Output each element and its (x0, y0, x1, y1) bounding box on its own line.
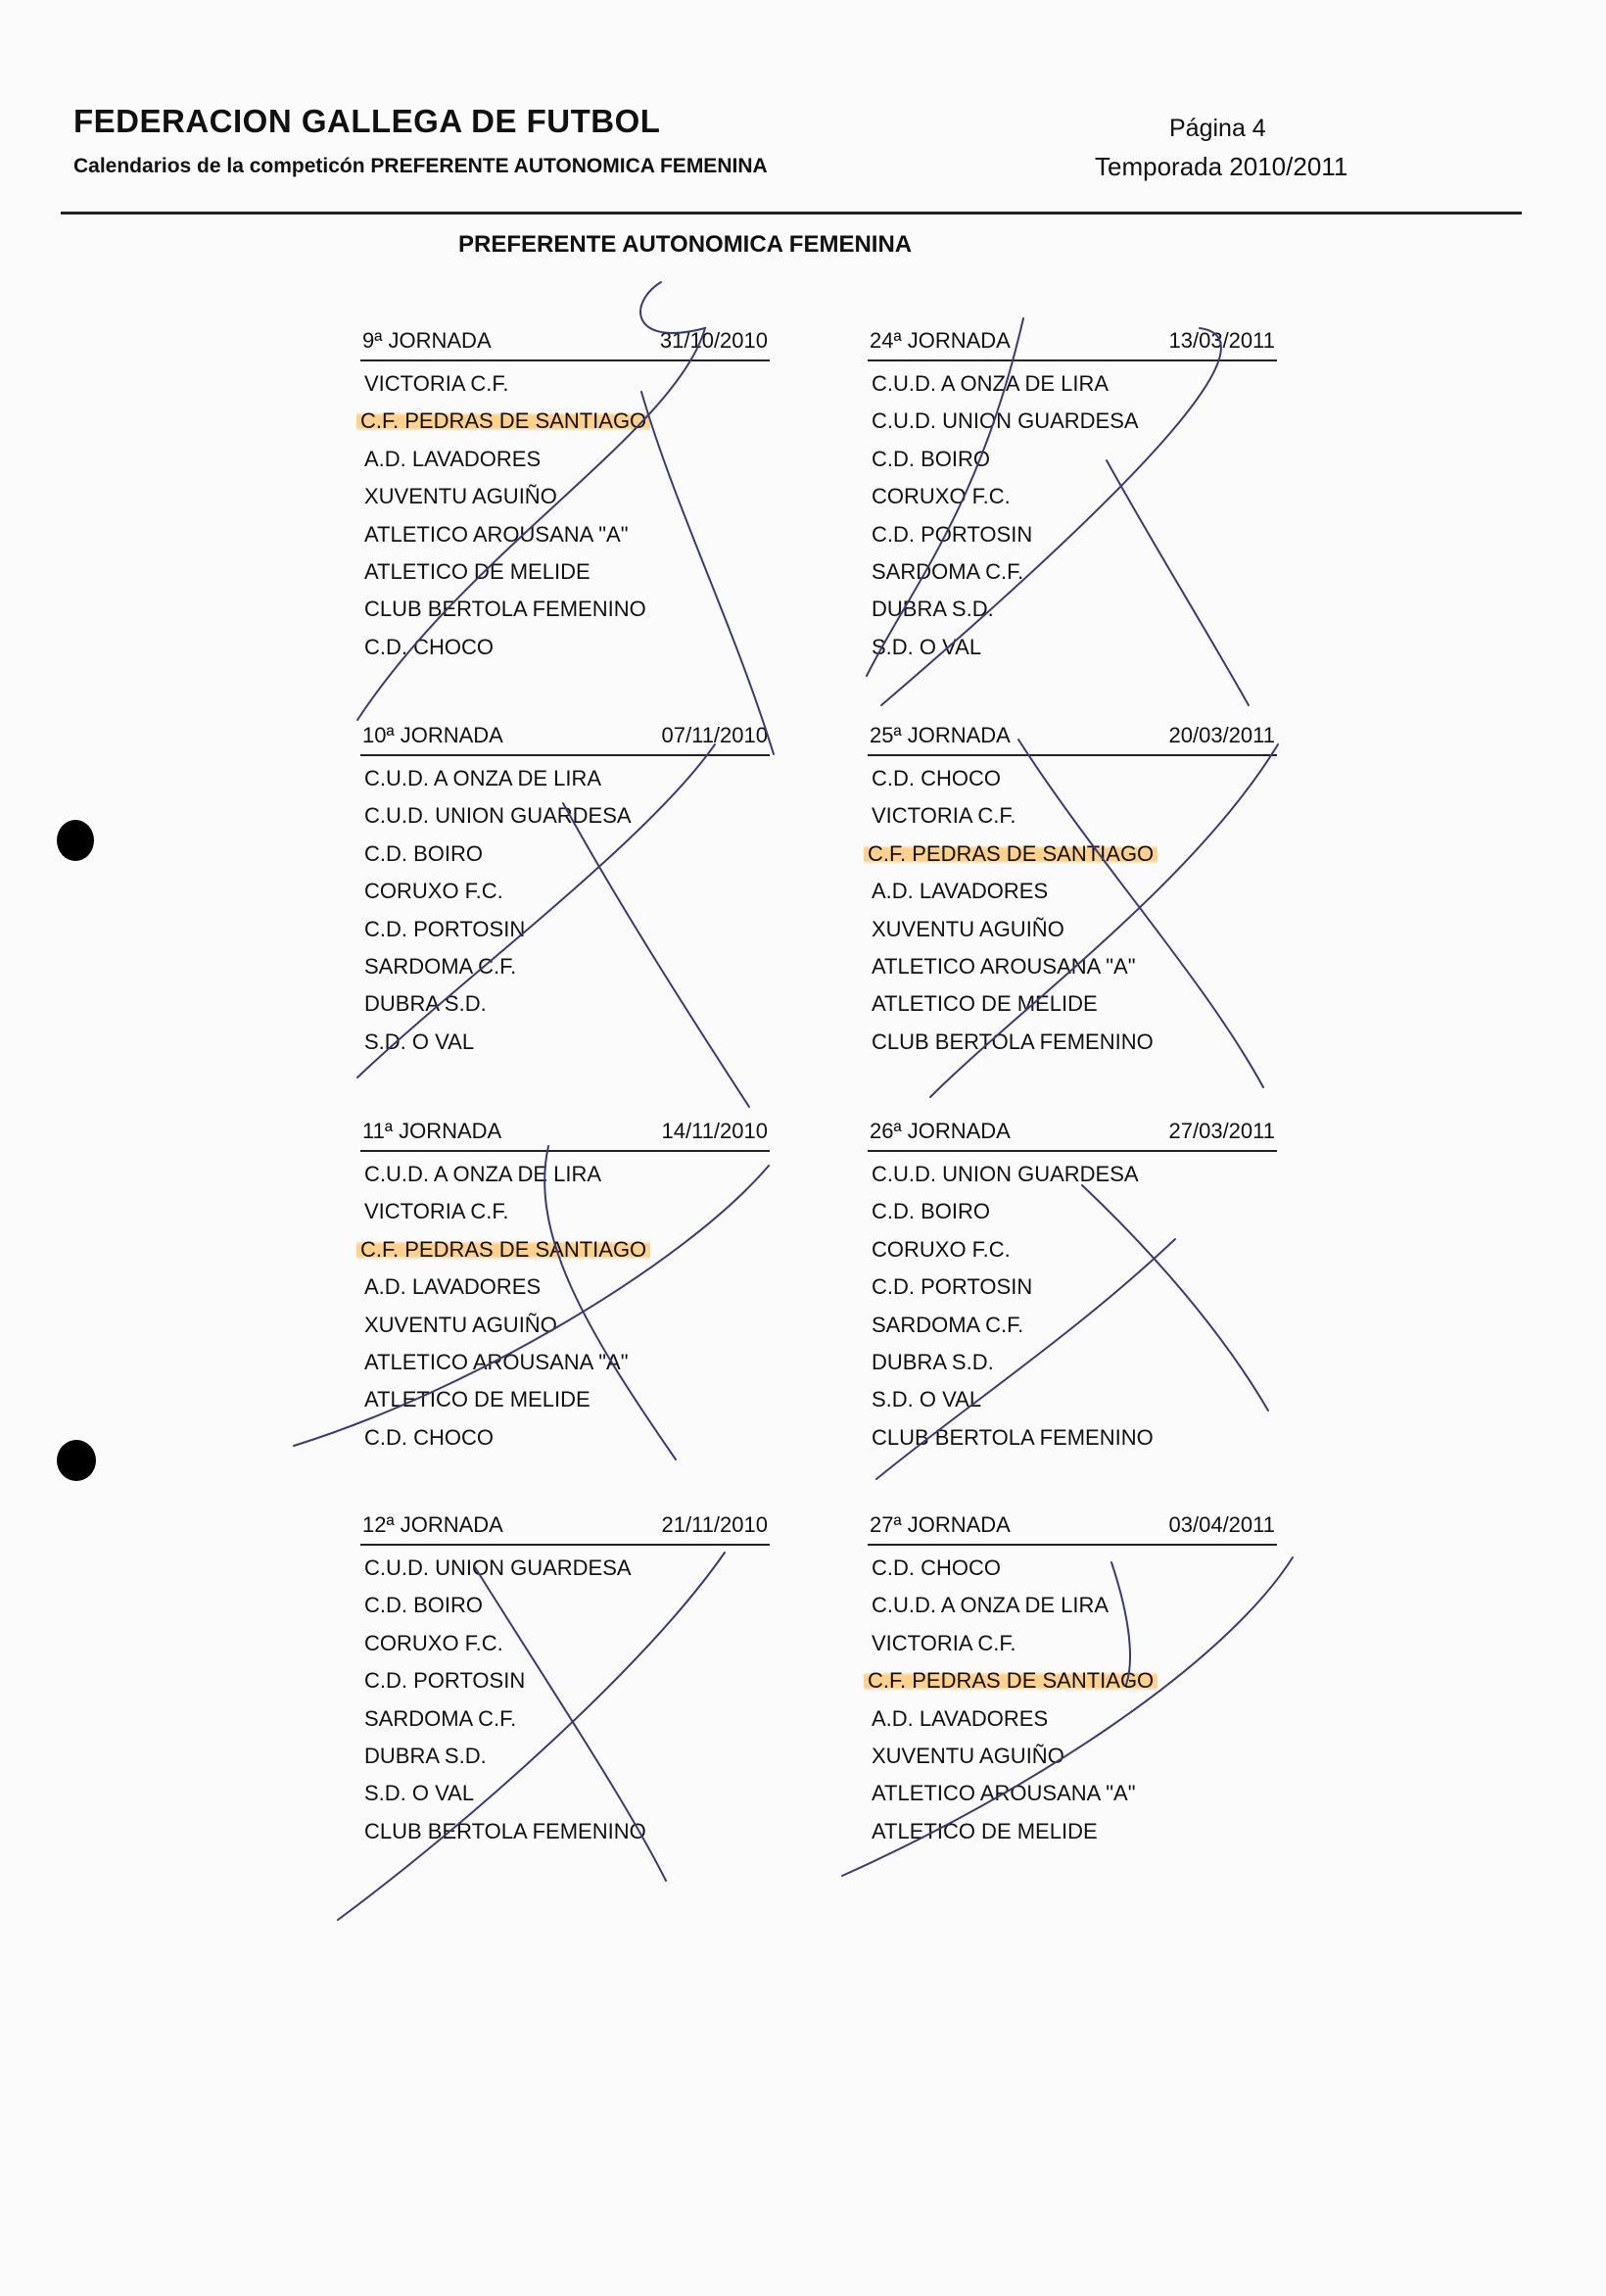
team-name (360, 1156, 770, 1193)
team-label: XUVENTU AGUIÑO (364, 1312, 557, 1337)
team-label: C.U.D. UNION GUARDESA (364, 803, 632, 829)
team-label: DUBRA S.D. (872, 1349, 994, 1374)
jornada-name: 9ª JORNADA (362, 328, 492, 353)
team-name (360, 1381, 770, 1418)
team-name (868, 1231, 1277, 1268)
team-name (868, 1307, 1277, 1344)
team-name (868, 516, 1277, 553)
team-label: S.D. O VAL (872, 1387, 982, 1412)
team-label: C.U.D. A ONZA DE LIRA (872, 1593, 1110, 1618)
team-label: DUBRA S.D. (872, 597, 994, 622)
team-name (360, 629, 770, 666)
team-name (868, 1419, 1277, 1457)
team-label: C.D. PORTOSIN (364, 1668, 526, 1694)
team-name (360, 948, 770, 985)
team-label: SARDOMA C.F. (872, 558, 1024, 584)
team-name (868, 1156, 1277, 1193)
team-name (868, 1193, 1277, 1230)
team-label: S.D. O VAL (364, 1028, 475, 1054)
team-label: C.D. CHOCO (872, 766, 1001, 790)
team-list (360, 1546, 770, 1850)
team-name (868, 441, 1277, 478)
highlighted-team-label: C.F. PEDRAS DE SANTIAGO (356, 408, 650, 433)
team-name (868, 873, 1277, 910)
team-name (360, 985, 770, 1023)
jornada-name: 26ª JORNADA (870, 1119, 1011, 1143)
team-name (868, 1587, 1277, 1624)
jornada-block (360, 723, 770, 1061)
team-name (868, 591, 1277, 628)
team-label: C.U.D. UNION GUARDESA (872, 1162, 1139, 1186)
team-label: C.U.D. UNION GUARDESA (364, 1555, 632, 1580)
team-name (868, 1813, 1277, 1850)
jornada-header (868, 328, 1277, 358)
team-name (360, 1550, 770, 1587)
team-label: VICTORIA C.F. (872, 1630, 1016, 1655)
team-name (868, 1775, 1277, 1812)
team-label: C.D. CHOCO (364, 1424, 494, 1450)
team-label: A.D. LAVADORES (872, 1705, 1049, 1731)
team-name (360, 873, 770, 910)
team-label: C.U.D. A ONZA DE LIRA (364, 766, 602, 790)
team-list (868, 1152, 1277, 1457)
team-label: C.U.D. UNION GUARDESA (872, 408, 1139, 434)
team-label: XUVENTU AGUIÑO (872, 1743, 1064, 1768)
team-name (360, 836, 770, 873)
jornada-block (360, 1119, 770, 1457)
jornada-date: 03/04/2011 (1168, 1512, 1275, 1537)
team-label: CLUB BERTOLA FEMENINO (364, 597, 646, 622)
jornada-name: 12ª JORNADA (362, 1512, 503, 1537)
team-name (360, 478, 770, 515)
team-name (360, 441, 770, 478)
team-label: C.D. BOIRO (872, 446, 991, 471)
jornada-block (868, 328, 1277, 666)
team-label: CLUB BERTOLA FEMENINO (872, 1424, 1154, 1450)
team-label: ATLETICO AROUSANA "A" (872, 1781, 1136, 1806)
team-name (360, 516, 770, 553)
team-name (360, 1775, 770, 1812)
team-name (360, 1268, 770, 1306)
team-label: S.D. O VAL (364, 1781, 475, 1806)
team-name (868, 1268, 1277, 1306)
team-label: CLUB BERTOLA FEMENINO (364, 1818, 646, 1843)
team-name (360, 760, 770, 797)
team-name (360, 1419, 770, 1457)
team-label: DUBRA S.D. (364, 1743, 487, 1768)
jornada-header (868, 1512, 1277, 1542)
team-name (360, 1700, 770, 1738)
team-list (868, 361, 1277, 666)
team-name (868, 1344, 1277, 1381)
team-name (868, 760, 1277, 797)
jornada-header (868, 723, 1277, 752)
team-name (868, 1738, 1277, 1775)
team-name (868, 365, 1277, 403)
punch-hole (57, 820, 94, 861)
team-name (868, 836, 1277, 873)
page-number: Página 4 (1169, 115, 1266, 142)
jornada-block (868, 1512, 1277, 1850)
team-label: C.D. CHOCO (872, 1555, 1001, 1580)
team-label: ATLETICO DE MELIDE (872, 1818, 1098, 1843)
team-label: ATLETICO DE MELIDE (364, 1387, 590, 1412)
team-label: S.D. O VAL (872, 634, 982, 659)
jornada-header (360, 1119, 770, 1148)
team-label: C.D. BOIRO (364, 840, 484, 866)
team-label: ATLETICO DE MELIDE (872, 991, 1098, 1017)
jornada-date: 20/03/2011 (1168, 723, 1275, 747)
highlighted-team-label: C.F. PEDRAS DE SANTIAGO (864, 1668, 1157, 1693)
team-list (360, 756, 770, 1061)
team-name (360, 911, 770, 948)
team-name (868, 1625, 1277, 1662)
team-label: ATLETICO AROUSANA "A" (364, 521, 629, 547)
team-name (360, 365, 770, 403)
team-label: C.D. BOIRO (872, 1199, 991, 1224)
team-name (868, 1662, 1277, 1699)
team-label: C.D. PORTOSIN (872, 1274, 1033, 1300)
team-label: CORUXO F.C. (364, 879, 503, 904)
team-label: VICTORIA C.F. (364, 371, 509, 396)
team-label: ATLETICO AROUSANA "A" (872, 953, 1136, 979)
jornada-block (360, 328, 770, 666)
team-name (868, 403, 1277, 440)
team-list (868, 756, 1277, 1061)
jornada-date: 07/11/2010 (661, 723, 768, 747)
team-label: XUVENTU AGUIÑO (364, 484, 557, 509)
team-label: SARDOMA C.F. (364, 1705, 517, 1731)
team-label: CORUXO F.C. (872, 1236, 1011, 1262)
team-name (360, 1193, 770, 1230)
team-name (360, 1587, 770, 1624)
team-label: CORUXO F.C. (872, 484, 1011, 509)
jornada-date: 21/11/2010 (661, 1512, 768, 1537)
team-name (868, 1700, 1277, 1738)
jornada-name: 25ª JORNADA (870, 723, 1011, 747)
jornada-header (360, 328, 770, 358)
team-label: CLUB BERTOLA FEMENINO (872, 1028, 1154, 1054)
team-name (868, 1550, 1277, 1587)
team-name (360, 403, 770, 440)
jornada-date: 14/11/2010 (661, 1119, 768, 1143)
team-label: DUBRA S.D. (364, 991, 487, 1017)
team-name (360, 591, 770, 628)
team-name (360, 1344, 770, 1381)
team-label: CORUXO F.C. (364, 1630, 503, 1655)
header-divider (61, 212, 1522, 215)
jornada-block (868, 1119, 1277, 1457)
jornada-date: 13/03/2011 (1168, 328, 1275, 353)
jornada-date: 31/10/2010 (659, 328, 768, 353)
team-name (868, 911, 1277, 948)
team-label: C.D. PORTOSIN (872, 521, 1033, 547)
team-list (360, 1152, 770, 1457)
season-label: Temporada 2010/2011 (1095, 152, 1348, 181)
document-subtitle: Calendarios de la competicón PREFERENTE AUTONOMICA FEMENINA (73, 155, 768, 177)
jornada-date: 27/03/2011 (1168, 1119, 1275, 1143)
team-name (868, 1024, 1277, 1061)
team-name (868, 478, 1277, 515)
team-label: XUVENTU AGUIÑO (872, 916, 1064, 941)
team-label: C.D. PORTOSIN (364, 916, 526, 941)
jornada-name: 10ª JORNADA (362, 723, 503, 747)
team-list (360, 361, 770, 666)
team-name (360, 553, 770, 591)
team-name (360, 1024, 770, 1061)
team-label: SARDOMA C.F. (872, 1312, 1024, 1337)
highlighted-team-label: C.F. PEDRAS DE SANTIAGO (356, 1237, 650, 1262)
team-label: C.D. CHOCO (364, 634, 494, 659)
jornada-name: 27ª JORNADA (870, 1512, 1011, 1537)
jornada-name: 11ª JORNADA (362, 1119, 502, 1143)
team-name (360, 1625, 770, 1662)
team-name (868, 797, 1277, 835)
team-name (360, 1738, 770, 1775)
jornada-block (868, 723, 1277, 1061)
team-name (360, 1307, 770, 1344)
team-label: A.D. LAVADORES (364, 446, 542, 471)
jornada-block (360, 1512, 770, 1850)
team-label: C.U.D. A ONZA DE LIRA (872, 371, 1110, 396)
team-name (868, 629, 1277, 666)
jornada-header (360, 1512, 770, 1542)
jornada-name: 24ª JORNADA (870, 328, 1011, 353)
highlighted-team-label: C.F. PEDRAS DE SANTIAGO (864, 841, 1157, 866)
punch-hole (57, 1440, 96, 1481)
team-label: SARDOMA C.F. (364, 953, 517, 979)
team-label: VICTORIA C.F. (364, 1199, 509, 1224)
team-name (868, 985, 1277, 1023)
section-title: PREFERENTE AUTONOMICA FEMENINA (458, 231, 913, 258)
team-label: A.D. LAVADORES (872, 879, 1049, 904)
team-label: VICTORIA C.F. (872, 803, 1016, 829)
team-label: A.D. LAVADORES (364, 1274, 542, 1300)
team-name (360, 1813, 770, 1850)
org-title: FEDERACION GALLEGA DE FUTBOL (73, 103, 661, 139)
team-label: C.D. BOIRO (364, 1593, 484, 1618)
team-list (868, 1546, 1277, 1850)
team-name (868, 1381, 1277, 1418)
team-label: ATLETICO DE MELIDE (364, 558, 590, 584)
team-label: ATLETICO AROUSANA "A" (364, 1349, 629, 1374)
team-name (868, 553, 1277, 591)
team-name (868, 948, 1277, 985)
team-name (360, 797, 770, 835)
jornada-header (868, 1119, 1277, 1148)
team-label: C.U.D. A ONZA DE LIRA (364, 1162, 602, 1186)
team-name (360, 1662, 770, 1699)
jornada-header (360, 723, 770, 752)
team-name (360, 1231, 770, 1268)
